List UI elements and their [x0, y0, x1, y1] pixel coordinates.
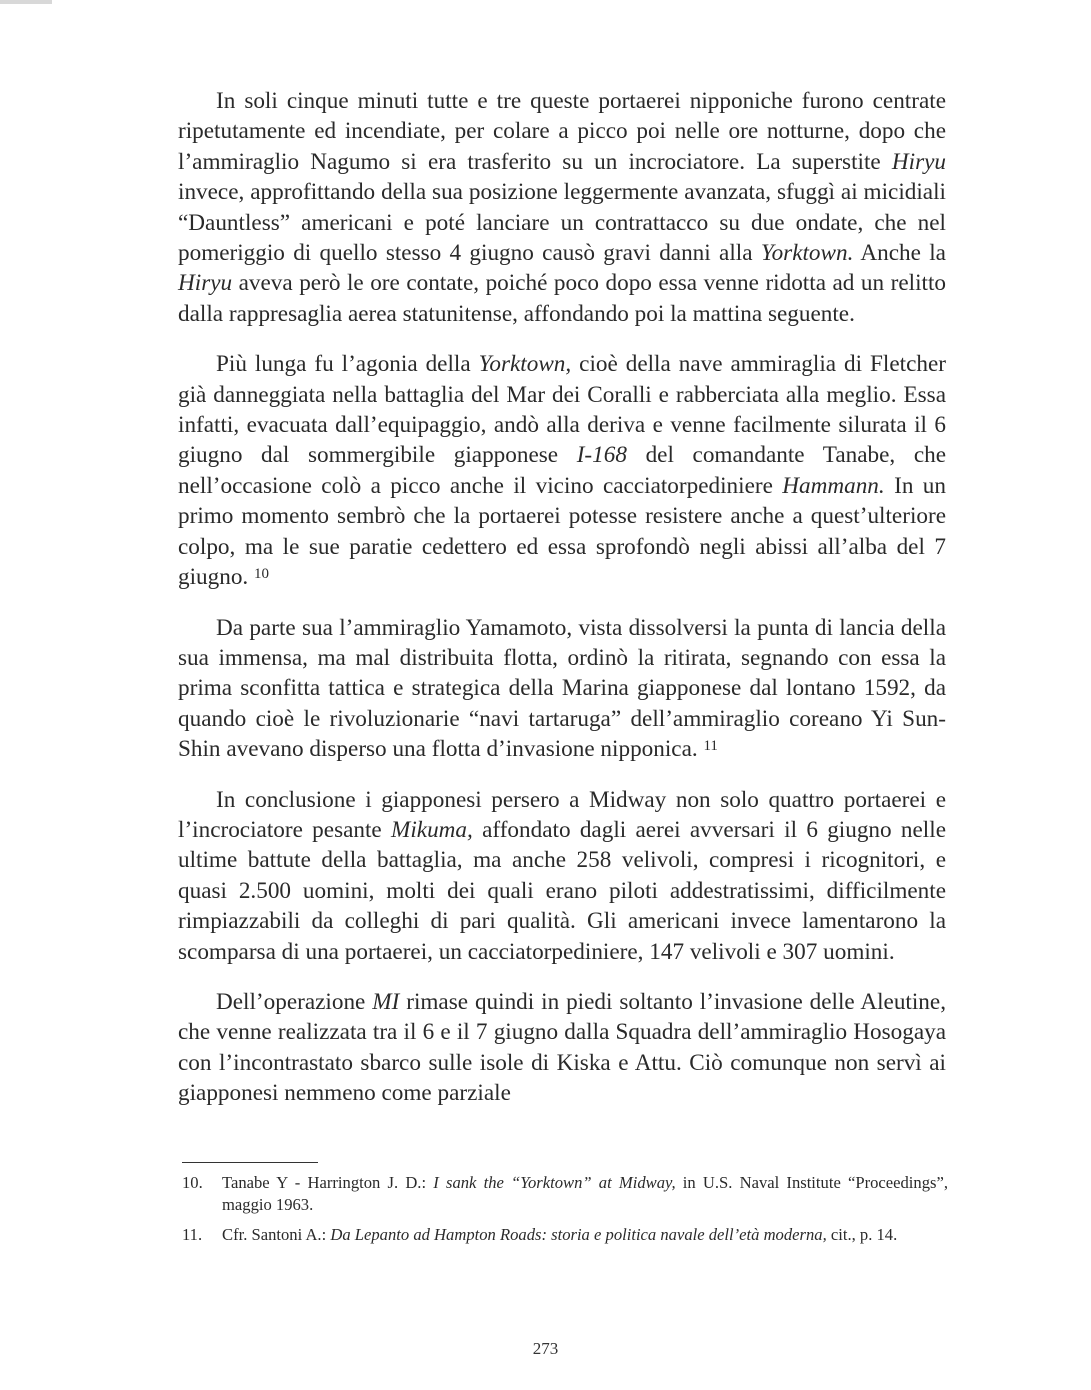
italic-text: MI	[372, 988, 400, 1015]
text-run: affondato dagli aerei avversari il 6 giugno nelle ultime battute della battaglia, ma anche 258 velivoli, compresi i ricognitori, e quasi 2.500 uomini, molti dei quali erano piloti addestratissimi, difficilmente rimpiazzabili da colleghi di pari qualità. Gli americani invece lamentarono la scomparsa di una portaerei, un cacciatorpediniere, 147 velivoli e 307 uomini.	[178, 816, 946, 965]
footnote-separator	[182, 1162, 318, 1163]
footnote	[182, 1224, 948, 1246]
text-run: Più lunga fu l’agonia della	[216, 351, 479, 378]
paragraph	[178, 86, 946, 329]
text-run: Da parte sua l’ammiraglio Yamamoto, vista dissolversi la punta di lancia della sua immensa, ma mal distribuita flotta, ordinò la ritirata, segnando con essa la prima sconfitta tattica e strategica della Marina giapponese dal lontano 1592, da quando cioè le rivoluzionarie “navi tartaruga” dell’ammiraglio coreano Yi Sun-Shin avevano disperso una flotta d’invasione nipponica.	[178, 614, 946, 763]
footnote-number: 10.	[182, 1173, 203, 1192]
footnotes	[182, 1172, 948, 1254]
paragraph	[178, 987, 946, 1109]
text-run: del comandante Tanabe, che nell’occasione colò a picco anche il vicino cacciatorpediniere	[178, 442, 947, 499]
text-run: cit., p. 14.	[826, 1225, 898, 1244]
text-run: In soli cinque minuti tutte e tre queste portaerei nipponiche furono centrate ripetutamente ed incendiate, per colare a picco poi nelle ore notturne, dopo che l’ammiraglio Nagumo si era trasferito su un incrociatore. La superstite	[178, 88, 946, 175]
scan-edge-mark	[0, 0, 52, 4]
text-run: Cfr. Santoni A.:	[222, 1225, 331, 1244]
text-run: in U.S. Naval Institute “Proceedings”, maggio 1963.	[222, 1173, 948, 1214]
page-number: 273	[532, 1339, 559, 1358]
italic-text: Yorktown,	[478, 351, 572, 378]
footnote-text	[222, 1172, 948, 1216]
footnote	[182, 1172, 948, 1216]
text-run: cioè della nave ammiraglia di Fletcher già danneggiata nella battaglia del Mar dei Coralli e rabberciata alla meglio. Essa infatti, evacuata dall’equipaggio, andò alla deriva e venne facilmente silurata il 6 giugno dal sommergibile giapponese	[178, 351, 946, 469]
paragraph	[178, 613, 946, 765]
italic-text: Hiryu	[178, 270, 233, 297]
italic-text: I-168	[576, 442, 627, 469]
italic-text: Yorktown.	[760, 240, 854, 267]
paragraph	[178, 349, 946, 592]
text-run: In un primo momento sembrò che la portaerei potesse resistere anche a quest’ulteriore colpo, ma le sue paratie cedettero ed essa sprofondò negli abissi all’alba del 7 giugno.	[178, 472, 946, 591]
footnote-number: 11.	[182, 1225, 203, 1244]
body-text	[178, 86, 946, 1129]
italic-text: Hammann.	[782, 472, 885, 499]
italic-text: Hiryu	[891, 148, 946, 175]
italic-text: Mikuma,	[391, 816, 473, 843]
text-run: Tanabe Y - Harrington J. D.:	[222, 1173, 434, 1192]
text-run: rimase quindi in piedi soltanto l’invasione delle Aleutine, che venne realizzata tra il 6 e il 7 giugno dalla Squadra dell’ammiraglio Hosogaya con l’incontrastato sbarco sulle isole di Kiska e Attu. Ciò comunque non servì ai giapponesi nemmeno come parziale	[178, 988, 946, 1107]
text-run: Anche la	[853, 240, 946, 267]
paragraph	[178, 785, 946, 967]
text-run: aveva però le ore contate, poiché poco dopo essa venne ridotta ad un relitto dalla rappresaglia aerea statunitense, affondando poi la mattina seguente.	[178, 270, 946, 327]
text-run: invece, approfittando della sua posizione leggermente avanzata, sfuggì ai micidiali “Dauntless” americani e poté lanciare un contrattacco su due ondate, che nel pomeriggio di quello stesso 4 giugno causò gravi danni alla	[178, 179, 946, 267]
footnote-reference: 11	[703, 738, 718, 755]
text-run: Dell’operazione	[216, 988, 373, 1015]
italic-text: I sank the “Yorktown” at Midway,	[433, 1173, 676, 1192]
italic-text: Da Lepanto ad Hampton Roads: storia e politica navale dell’età moderna,	[330, 1225, 827, 1244]
text-run: In conclusione i giapponesi persero a Midway non solo quattro portaerei e l’incrociatore pesante	[178, 786, 946, 843]
footnote-reference: 10	[254, 566, 270, 583]
footnote-text	[222, 1224, 948, 1246]
